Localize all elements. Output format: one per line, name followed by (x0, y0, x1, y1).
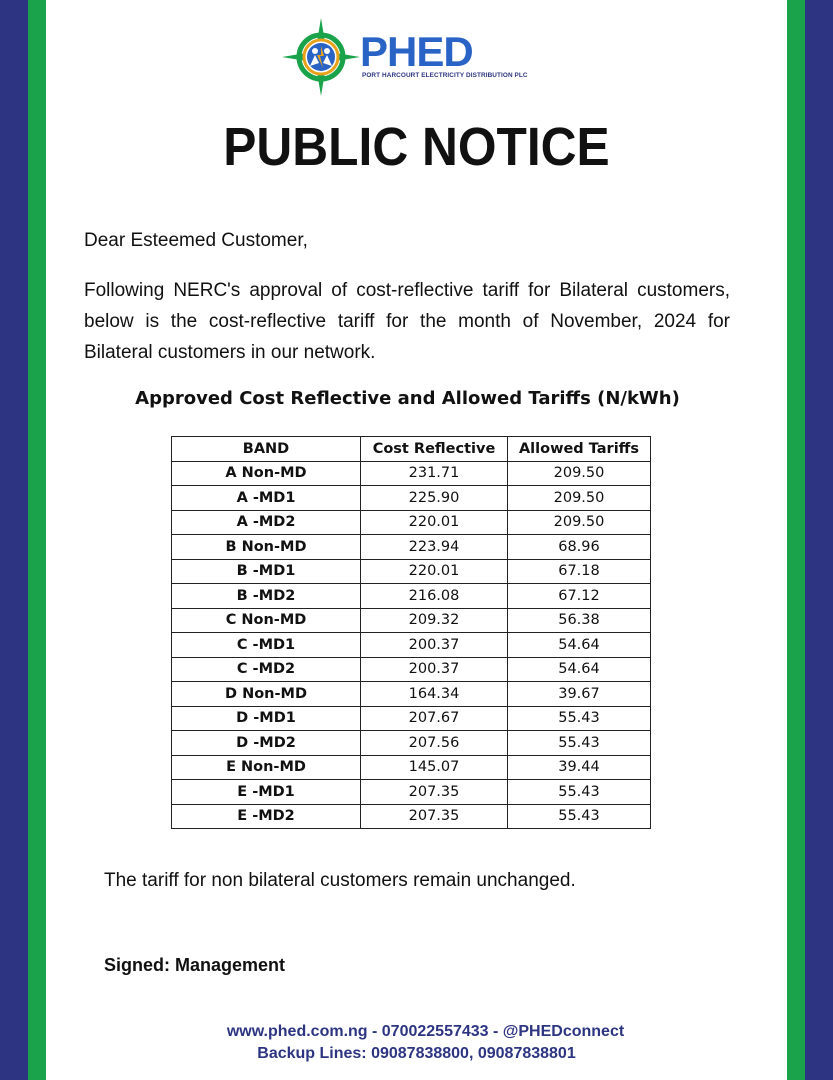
right-blue-border (805, 0, 833, 1080)
tariff-table-body (172, 461, 651, 829)
non-bilateral-note: The tariff for non bilateral customers remain unchanged. (104, 870, 576, 891)
band-cell: E -MD2 (172, 804, 361, 829)
allowed-tariff-cell: 55.43 (508, 780, 651, 805)
notice-body: Following NERC's approval of cost-reflective tariff for Bilateral customers, below is the cost-reflective tariff for the month of November, 2024 for Bilateral customers in our network. (84, 280, 730, 363)
table-row (172, 510, 651, 535)
table-row (172, 486, 651, 511)
signature: Signed: Management (104, 955, 286, 975)
phed-logo (282, 18, 528, 96)
band-cell: B Non-MD (172, 535, 361, 560)
allowed-tariff-cell: 56.38 (508, 608, 651, 633)
allowed-tariff-cell: 68.96 (508, 535, 651, 560)
cost-reflective-cell: 220.01 (361, 510, 508, 535)
table-row (172, 706, 651, 731)
backup-lines: Backup Lines: 09087838800, 09087838801 (257, 1045, 576, 1062)
band-cell: C -MD1 (172, 633, 361, 658)
cost-reflective-cell: 200.37 (361, 657, 508, 682)
cost-reflective-cell: 231.71 (361, 461, 508, 486)
allowed-tariff-cell: 55.43 (508, 731, 651, 756)
allowed-tariff-cell: 54.64 (508, 633, 651, 658)
table-row (172, 633, 651, 658)
table-row (172, 780, 651, 805)
table-row (172, 682, 651, 707)
table-title: Approved Cost Reflective and Allowed Tariffs (N/kWh) (135, 388, 680, 409)
allowed-tariff-cell: 55.43 (508, 706, 651, 731)
cost-reflective-cell: 223.94 (361, 535, 508, 560)
contact-line: www.phed.com.ng - 070022557433 - @PHEDconnect (226, 1023, 625, 1040)
band-cell: C Non-MD (172, 608, 361, 633)
band-cell: D Non-MD (172, 682, 361, 707)
band-cell: C -MD2 (172, 657, 361, 682)
band-cell: A Non-MD (172, 461, 361, 486)
band-cell: B -MD1 (172, 559, 361, 584)
greeting: Dear Esteemed Customer, (84, 230, 308, 251)
allowed-tariff-cell: 209.50 (508, 461, 651, 486)
left-blue-border (0, 0, 28, 1080)
table-row (172, 804, 651, 829)
allowed-tariff-cell: 67.12 (508, 584, 651, 609)
band-cell: A -MD1 (172, 486, 361, 511)
header-allowed-tariffs: Allowed Tariffs (508, 437, 651, 462)
header-band: BAND (172, 437, 361, 462)
table-row (172, 731, 651, 756)
cost-reflective-cell: 207.56 (361, 731, 508, 756)
allowed-tariff-cell: 39.67 (508, 682, 651, 707)
band-cell: E -MD1 (172, 780, 361, 805)
cost-reflective-cell: 225.90 (361, 486, 508, 511)
cost-reflective-cell: 164.34 (361, 682, 508, 707)
band-cell: D -MD1 (172, 706, 361, 731)
table-row (172, 584, 651, 609)
allowed-tariff-cell: 39.44 (508, 755, 651, 780)
band-cell: B -MD2 (172, 584, 361, 609)
band-cell: E Non-MD (172, 755, 361, 780)
table-row (172, 657, 651, 682)
allowed-tariff-cell: 209.50 (508, 486, 651, 511)
cost-reflective-cell: 145.07 (361, 755, 508, 780)
cost-reflective-cell: 220.01 (361, 559, 508, 584)
table-row (172, 608, 651, 633)
table-header-row (172, 437, 651, 462)
table-row (172, 461, 651, 486)
allowed-tariff-cell: 55.43 (508, 804, 651, 829)
allowed-tariff-cell: 67.18 (508, 559, 651, 584)
band-cell: A -MD2 (172, 510, 361, 535)
compass-star-people-icon (282, 18, 360, 96)
header-cost-reflective: Cost Reflective (361, 437, 508, 462)
tariff-table (171, 436, 651, 829)
cost-reflective-cell: 209.32 (361, 608, 508, 633)
cost-reflective-cell: 207.35 (361, 780, 508, 805)
band-cell: D -MD2 (172, 731, 361, 756)
allowed-tariff-cell: 209.50 (508, 510, 651, 535)
cost-reflective-cell: 216.08 (361, 584, 508, 609)
cost-reflective-cell: 207.35 (361, 804, 508, 829)
cost-reflective-cell: 200.37 (361, 633, 508, 658)
logo-wordmark: PHED (360, 28, 473, 75)
table-row (172, 535, 651, 560)
allowed-tariff-cell: 54.64 (508, 657, 651, 682)
page-title: PUBLIC NOTICE (223, 117, 610, 177)
cost-reflective-cell: 207.67 (361, 706, 508, 731)
logo-subtitle: PORT HARCOURT ELECTRICITY DISTRIBUTION PLC (362, 72, 528, 79)
table-row (172, 755, 651, 780)
table-row (172, 559, 651, 584)
